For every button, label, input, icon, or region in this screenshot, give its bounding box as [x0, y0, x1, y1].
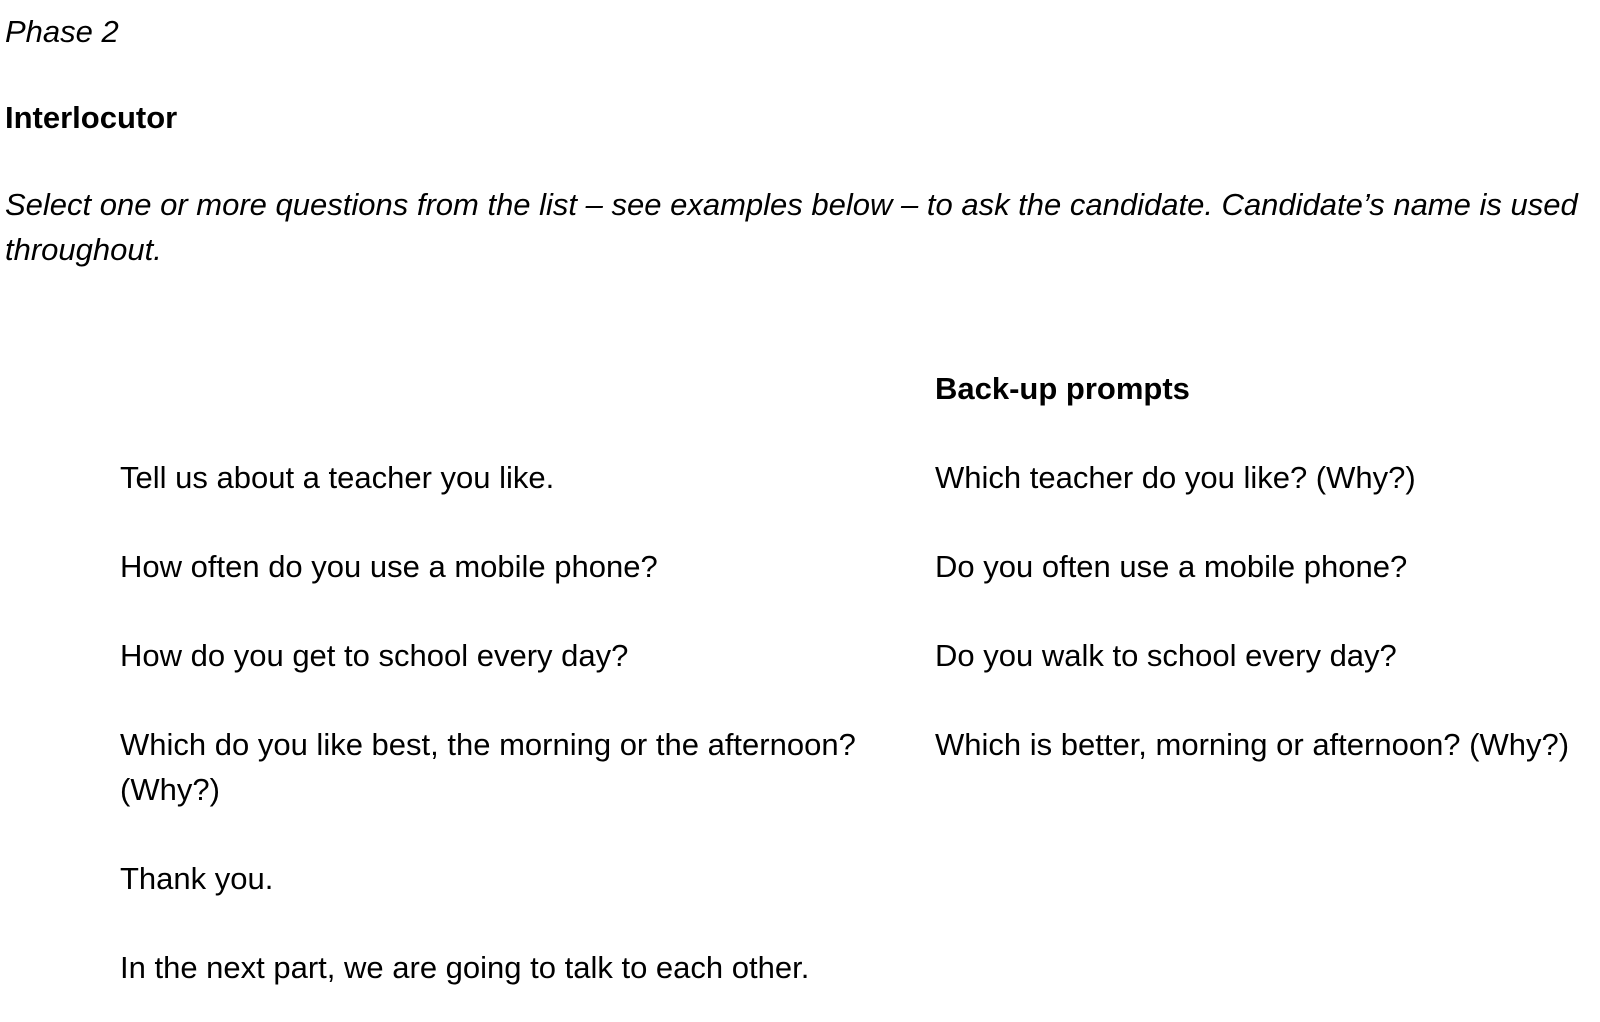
- phase-label: Phase 2: [5, 14, 119, 49]
- role-heading: Interlocutor: [5, 100, 178, 135]
- closing-next-part: In the next part, we are going to talk to each other.: [120, 950, 810, 985]
- closing-thank-you: Thank you.: [120, 861, 274, 896]
- backup-prompt-1: Which teacher do you like? (Why?): [935, 460, 1416, 495]
- question-3: How do you get to school every day?: [120, 638, 629, 673]
- instructions-text: Select one or more questions from the list – see examples below – to ask the candidate. Candidate’s name is used throughout.: [5, 187, 1578, 267]
- backup-prompt-2: Do you often use a mobile phone?: [935, 549, 1408, 584]
- question-1: Tell us about a teacher you like.: [120, 460, 555, 495]
- question-2: How often do you use a mobile phone?: [120, 549, 658, 584]
- backup-prompt-4: Which is better, morning or afternoon? (Why?): [935, 727, 1570, 762]
- backup-prompt-3: Do you walk to school every day?: [935, 638, 1397, 673]
- backup-prompts-heading: Back-up prompts: [935, 371, 1190, 406]
- question-4: Which do you like best, the morning or the afternoon? (Why?): [120, 727, 856, 807]
